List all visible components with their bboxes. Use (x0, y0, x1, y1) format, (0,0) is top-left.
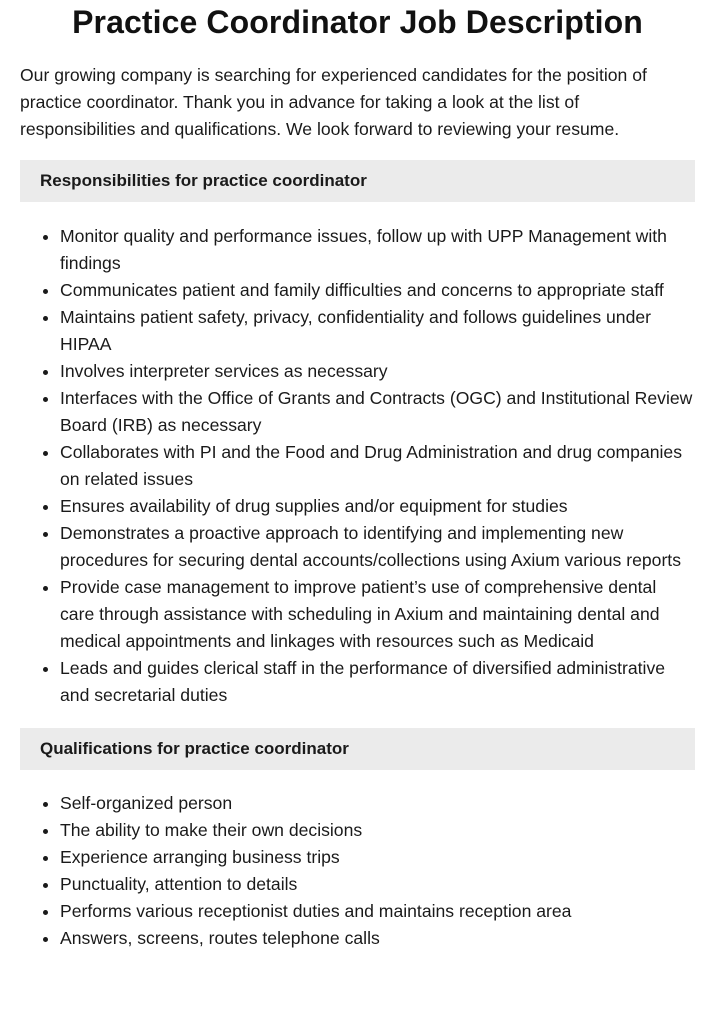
responsibilities-list (20, 223, 695, 709)
responsibilities-heading: Responsibilities for practice coordinator (20, 160, 695, 202)
list-item: • Ensures availability of drug supplies and/or equipment for studies (60, 493, 695, 520)
list-item: • Collaborates with PI and the Food and Drug Administration and drug companies on related issues (60, 439, 695, 493)
list-item: • Leads and guides clerical staff in the performance of diversified administrative and secretarial duties (60, 655, 695, 709)
qualifications-list (20, 790, 695, 952)
list-item: • Demonstrates a proactive approach to identifying and implementing new procedures for securing dental accounts/collections using Axium various reports (60, 520, 695, 574)
list-item: • Interfaces with the Office of Grants and Contracts (OGC) and Institutional Review Board (IRB) as necessary (60, 385, 695, 439)
list-item: • Answers, screens, routes telephone calls (60, 925, 695, 952)
list-item: • Monitor quality and performance issues, follow up with UPP Management with findings (60, 223, 695, 277)
list-item: • Maintains patient safety, privacy, confidentiality and follows guidelines under HIPAA (60, 304, 695, 358)
list-item: • The ability to make their own decisions (60, 817, 695, 844)
page-title: Practice Coordinator Job Description (72, 4, 643, 40)
qualifications-heading: Qualifications for practice coordinator (20, 728, 695, 770)
list-item: • Self-organized person (60, 790, 695, 817)
list-item: • Performs various receptionist duties and maintains reception area (60, 898, 695, 925)
list-item: • Communicates patient and family difficulties and concerns to appropriate staff (60, 277, 695, 304)
list-item: • Punctuality, attention to details (60, 871, 695, 898)
intro-paragraph: Our growing company is searching for experienced candidates for the position of practice coordinator. Thank you in advance for taking a look at the list of responsibilities and qualifications. We look forward to reviewing your resume. (20, 65, 647, 139)
list-item: • Involves interpreter services as necessary (60, 358, 695, 385)
list-item: • Provide case management to improve patient’s use of comprehensive dental care through assistance with scheduling in Axium and maintaining dental and medical appointments and linkages with resources such as Medicaid (60, 574, 695, 655)
list-item: • Experience arranging business trips (60, 844, 695, 871)
